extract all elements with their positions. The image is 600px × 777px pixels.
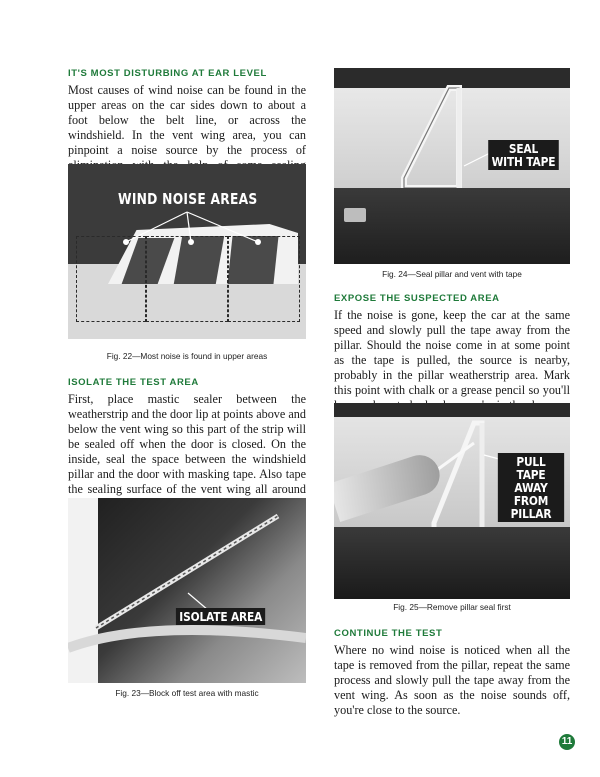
- figure-23-overlay-label: ISOLATE AREA: [176, 608, 266, 625]
- figure-24-label-line1: SEAL: [508, 141, 539, 156]
- figure-25-label-line3: PILLAR: [510, 506, 552, 521]
- mastic-strip: [68, 498, 306, 683]
- figure-24-caption: Fig. 24—Seal pillar and vent with tape: [382, 269, 522, 279]
- figure-24-seal-pillar: [334, 68, 570, 264]
- page-number-badge: 11: [559, 734, 575, 750]
- figure-22-overlay-title: WIND NOISE AREAS: [118, 190, 258, 208]
- figure-23-caption: Fig. 23—Block off test area with mastic: [115, 688, 259, 698]
- figure-25-caption: Fig. 25—Remove pillar seal first: [393, 602, 511, 612]
- figure-24-overlay-label: [488, 140, 558, 170]
- figure-25-label-line2: AWAY FROM: [513, 480, 549, 508]
- figure-25-label-line1: PULL TAPE: [516, 454, 546, 482]
- callout-dot-front: [255, 239, 261, 245]
- figure-25-overlay-label: [498, 453, 564, 522]
- section-body-expose: If the noise is gone, keep the car at the same speed and slowly pull the tape away from the pillar. Should the noise come in at some point as the tape is pulled, the source is nearby, probably in the pillar weatherstrip area. Mark this point with chalk or a grease pencil so you'll: [334, 308, 570, 397]
- callout-dot-middle: [188, 239, 194, 245]
- section-heading-continue: CONTINUE THE TEST: [334, 628, 443, 639]
- door-panel: [334, 527, 570, 599]
- section-body-continue: Where no wind noise is noticed when all the tape is removed from the pillar, repeat the same process and slowly pull the tape away from the vent wing. As soon as the noise sounds off, you're close to the source.: [334, 643, 570, 717]
- section-heading-isolate: ISOLATE THE TEST AREA: [68, 377, 199, 388]
- figure-22-caption: Fig. 22—Most noise is found in upper areas: [106, 351, 268, 361]
- section-body-isolate: First, place mastic sealer between the weatherstrip and the door lip at points above and below the vent wing so this part of the strip will be sealed off when the door is closed. On the inside, seal the space between the windshield pillar and the door with masking tape. Also tape the sealing surface of the vent wing all around: [68, 392, 306, 496]
- callout-dot-rear: [123, 239, 129, 245]
- section-heading-ear-level: IT'S MOST DISTURBING AT EAR LEVEL: [68, 68, 267, 79]
- continue-section: [334, 628, 570, 718]
- figure-24-label-line2: WITH TAPE: [491, 154, 556, 169]
- figure-22-wind-noise-areas: [68, 164, 306, 339]
- door-panel: [334, 188, 570, 264]
- expose-section: [334, 293, 570, 413]
- section-heading-expose: EXPOSE THE SUSPECTED AREA: [334, 293, 500, 304]
- section-body-ear-level: Most causes of wind noise can be found in the upper areas on the car sides down to about a foot below the belt line, or across the windshield. In the vent wing area, you can pinpoint a noise source by the process of: [68, 83, 306, 157]
- figure-23-isolate-area: [68, 498, 306, 683]
- door-handle: [344, 208, 366, 222]
- figure-25-pull-tape: [334, 403, 570, 599]
- isolate-section: [68, 377, 306, 512]
